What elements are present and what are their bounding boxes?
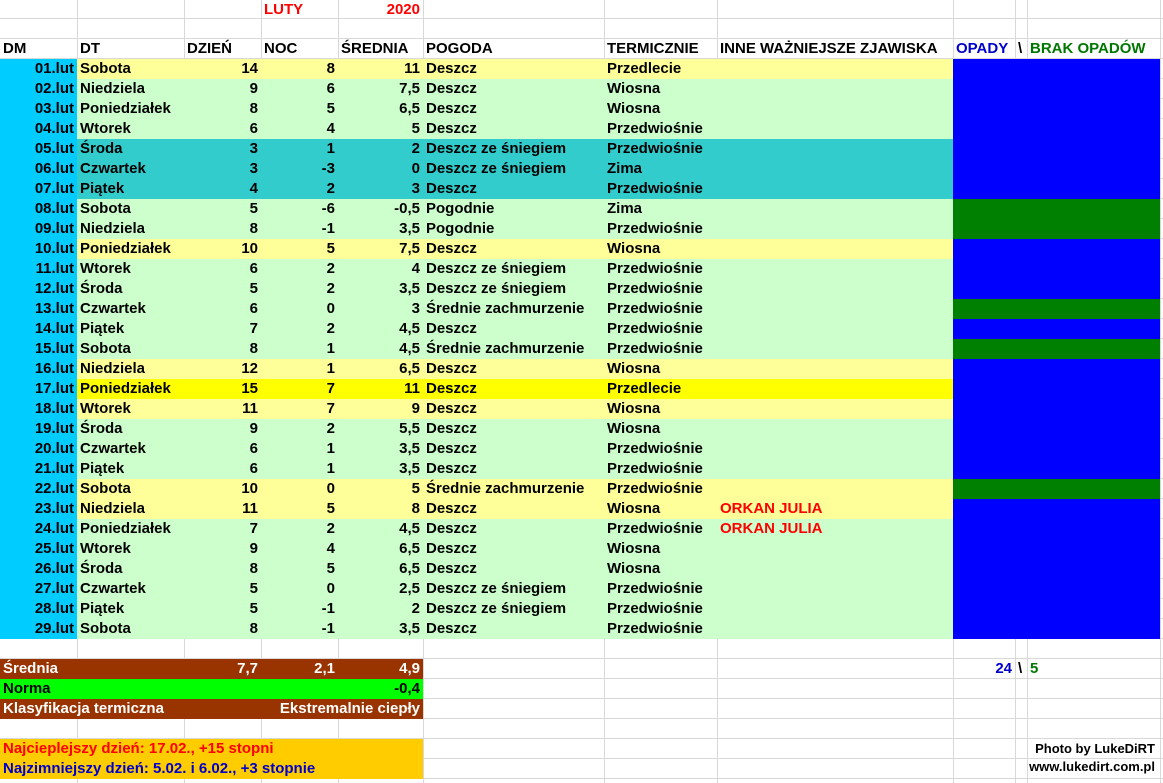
cell-night[interactable]: 8: [326, 60, 335, 77]
cell-avg[interactable]: 2: [411, 140, 420, 157]
cell-day[interactable]: 9: [249, 80, 258, 97]
cell-avg[interactable]: 5: [411, 480, 420, 497]
header-precip[interactable]: OPADY: [956, 40, 1009, 57]
cell-night[interactable]: 2: [326, 280, 335, 297]
cell-dm[interactable]: 08.lut: [34, 200, 74, 217]
precip-marker: [953, 179, 1160, 199]
cell-thermal[interactable]: Wiosna: [607, 500, 661, 517]
cell-thermal[interactable]: Przedwiośnie: [607, 580, 703, 597]
cell-dt[interactable]: Piątek: [80, 460, 125, 477]
cell-other[interactable]: [717, 259, 953, 279]
cell-night[interactable]: 1: [326, 460, 335, 477]
cell-night[interactable]: 5: [326, 500, 335, 517]
cell-other[interactable]: [717, 579, 953, 599]
cell-day[interactable]: 7: [249, 320, 258, 337]
cell-other[interactable]: [717, 399, 953, 419]
cell-dm[interactable]: 23.lut: [34, 500, 74, 517]
cell-dt[interactable]: Piątek: [80, 320, 125, 337]
class-value[interactable]: Ekstremalnie ciepły: [279, 700, 420, 717]
cell-other[interactable]: [717, 419, 953, 439]
cell-dm[interactable]: 16.lut: [34, 360, 74, 377]
cell-other[interactable]: [717, 539, 953, 559]
cell-day[interactable]: 5: [249, 580, 258, 597]
cell-avg[interactable]: 5: [411, 120, 420, 137]
cell-dm[interactable]: 03.lut: [34, 100, 74, 117]
cell-weather[interactable]: Deszcz: [426, 540, 477, 557]
cell-weather[interactable]: Deszcz ze śniegiem: [426, 280, 567, 297]
cell-avg[interactable]: 2,5: [399, 580, 420, 597]
precip-marker: [953, 259, 1160, 279]
cell-other[interactable]: [717, 279, 953, 299]
cell-dt[interactable]: Sobota: [80, 480, 131, 497]
cell-day[interactable]: 8: [249, 100, 258, 117]
cell-thermal[interactable]: Przedwiośnie: [607, 220, 703, 237]
cell-day[interactable]: 6: [249, 260, 258, 277]
cell-other[interactable]: [717, 119, 953, 139]
cell-dt[interactable]: Wtorek: [80, 540, 131, 557]
cell-day[interactable]: 11: [242, 500, 258, 517]
header-avg[interactable]: ŚREDNIA: [341, 40, 409, 57]
cell-dm[interactable]: 13.lut: [34, 300, 74, 317]
cell-weather[interactable]: Deszcz: [426, 120, 477, 137]
cell-dt[interactable]: Czwartek: [80, 300, 146, 317]
header-dt[interactable]: DT: [80, 40, 100, 57]
cell-dt[interactable]: Środa: [80, 420, 123, 437]
precip-marker: [953, 499, 1160, 519]
cell-dt[interactable]: Piątek: [80, 600, 125, 617]
precip-marker: [953, 139, 1160, 159]
header-dry[interactable]: BRAK OPADÓW: [1030, 40, 1146, 57]
cell-weather[interactable]: Pogodnie: [426, 220, 495, 237]
cell-thermal[interactable]: Przedwiośnie: [607, 120, 703, 137]
cell-thermal[interactable]: Przedwiośnie: [607, 600, 703, 617]
dry-marker: [953, 339, 1160, 359]
cell-other[interactable]: [717, 139, 953, 159]
cell-other[interactable]: [717, 479, 953, 499]
cell-dt[interactable]: Wtorek: [80, 400, 131, 417]
cell-thermal[interactable]: Wiosna: [607, 540, 661, 557]
cell-thermal[interactable]: Zima: [607, 160, 643, 177]
site-link[interactable]: www.lukedirt.com.pl: [1029, 759, 1155, 774]
year-title: 2020: [386, 1, 420, 18]
cell-dm[interactable]: 19.lut: [34, 420, 74, 437]
cell-day[interactable]: 4: [249, 180, 258, 197]
cell-dm[interactable]: 02.lut: [34, 80, 74, 97]
cell-day[interactable]: 5: [249, 600, 258, 617]
cell-thermal[interactable]: Przedwiośnie: [607, 180, 703, 197]
cell-dt[interactable]: Sobota: [80, 60, 131, 77]
cell-dm[interactable]: 18.lut: [34, 400, 74, 417]
cell-dt[interactable]: Poniedziałek: [80, 100, 171, 117]
precip-marker: [953, 399, 1160, 419]
cell-avg[interactable]: 11: [404, 60, 420, 77]
cell-other[interactable]: [717, 379, 953, 399]
cell-night[interactable]: 0: [326, 300, 335, 317]
dry-marker: [953, 479, 1160, 499]
cell-night[interactable]: 1: [326, 360, 335, 377]
cell-weather[interactable]: Średnie zachmurzenie: [426, 480, 585, 497]
cell-dt[interactable]: Czwartek: [80, 440, 146, 457]
precip-marker: [953, 359, 1160, 379]
cell-thermal[interactable]: Przedwiośnie: [607, 620, 703, 637]
precip-marker: [953, 239, 1160, 259]
cell-other[interactable]: [717, 339, 953, 359]
cell-thermal[interactable]: Przedwiośnie: [607, 460, 703, 477]
cell-weather[interactable]: Deszcz: [426, 620, 477, 637]
dry-days-count[interactable]: 5: [1030, 660, 1039, 677]
cell-day[interactable]: 10: [241, 480, 258, 497]
cell-weather[interactable]: Deszcz: [426, 60, 477, 77]
cell-weather[interactable]: Deszcz: [426, 400, 477, 417]
cell-weather[interactable]: Deszcz ze śniegiem: [426, 600, 567, 617]
cell-thermal[interactable]: Przedwiośnie: [607, 320, 703, 337]
norm-label: Norma: [3, 680, 51, 697]
cell-dm[interactable]: 17.lut: [34, 380, 74, 397]
avg-night[interactable]: 2,1: [314, 660, 335, 677]
cell-avg[interactable]: 6,5: [399, 360, 420, 377]
cell-weather[interactable]: Deszcz: [426, 500, 477, 517]
cell-weather[interactable]: Deszcz ze śniegiem: [426, 580, 567, 597]
precip-marker: [953, 419, 1160, 439]
cell-weather[interactable]: Deszcz ze śniegiem: [426, 260, 567, 277]
cell-day[interactable]: 8: [249, 620, 258, 637]
cell-night[interactable]: -6: [321, 200, 335, 217]
cell-other[interactable]: [717, 359, 953, 379]
dry-marker: [953, 299, 1160, 319]
cell-other[interactable]: [717, 159, 953, 179]
cell-thermal[interactable]: Zima: [607, 200, 643, 217]
precip-marker: [953, 379, 1160, 399]
cell-night[interactable]: 2: [326, 320, 335, 337]
cell-avg[interactable]: 2: [411, 600, 420, 617]
cell-avg[interactable]: 5,5: [399, 420, 420, 437]
cell-day[interactable]: 8: [249, 560, 258, 577]
cell-dm[interactable]: 12.lut: [34, 280, 74, 297]
cell-day[interactable]: 3: [249, 140, 258, 157]
cell-night[interactable]: 2: [326, 260, 335, 277]
cell-thermal[interactable]: Przedwiośnie: [607, 520, 703, 537]
precip-marker: [953, 99, 1160, 119]
cell-avg[interactable]: 0: [411, 160, 420, 177]
cell-weather[interactable]: Deszcz: [426, 100, 477, 117]
cell-dm[interactable]: 04.lut: [34, 120, 74, 137]
cell-thermal[interactable]: Przedwiośnie: [607, 280, 703, 297]
cell-other[interactable]: [717, 459, 953, 479]
header-day[interactable]: DZIEŃ: [187, 40, 232, 57]
cell-other[interactable]: ORKAN JULIA: [720, 500, 823, 517]
cell-night[interactable]: 2: [326, 420, 335, 437]
dry-marker: [953, 199, 1160, 219]
precip-marker: [953, 439, 1160, 459]
cell-dt[interactable]: Czwartek: [80, 160, 146, 177]
cell-day[interactable]: 5: [249, 280, 258, 297]
cell-other[interactable]: [717, 99, 953, 119]
cell-day[interactable]: 15: [241, 380, 258, 397]
cell-thermal[interactable]: Przedwiośnie: [607, 340, 703, 357]
cell-day[interactable]: 5: [249, 200, 258, 217]
cell-weather[interactable]: Deszcz: [426, 360, 477, 377]
cell-avg[interactable]: 6,5: [399, 560, 420, 577]
precip-marker: [953, 119, 1160, 139]
precip-marker: [953, 579, 1160, 599]
cell-avg[interactable]: 3,5: [399, 440, 420, 457]
precip-marker: [953, 519, 1160, 539]
coldest-note: Najzimniejszy dzień: 5.02. i 6.02., +3 stopnie: [3, 760, 316, 777]
cell-night[interactable]: 2: [326, 520, 335, 537]
cell-dt[interactable]: Środa: [80, 280, 123, 297]
cell-thermal[interactable]: Przedwiośnie: [607, 260, 703, 277]
cell-avg[interactable]: 4,5: [399, 340, 420, 357]
cell-night[interactable]: 1: [326, 440, 335, 457]
precip-marker: [953, 159, 1160, 179]
cell-thermal[interactable]: Przedwiośnie: [607, 300, 703, 317]
cell-other[interactable]: ORKAN JULIA: [720, 520, 823, 537]
cell-avg[interactable]: 4,5: [399, 520, 420, 537]
cell-weather[interactable]: Średnie zachmurzenie: [426, 340, 585, 357]
cell-thermal[interactable]: Przedwiośnie: [607, 140, 703, 157]
cell-dt[interactable]: Sobota: [80, 200, 131, 217]
cell-other[interactable]: [717, 239, 953, 259]
cell-night[interactable]: 1: [326, 340, 335, 357]
warmest-note: Najcieplejszy dzień: 17.02., +15 stopni: [3, 740, 274, 757]
avg-mean[interactable]: 4,9: [399, 660, 420, 677]
cell-avg[interactable]: 3,5: [399, 620, 420, 637]
cell-avg[interactable]: 4: [411, 260, 420, 277]
cell-day[interactable]: 6: [249, 440, 258, 457]
cell-day[interactable]: 6: [249, 300, 258, 317]
cell-dt[interactable]: Niedziela: [80, 80, 146, 97]
cell-night[interactable]: 7: [326, 400, 335, 417]
photo-credit: Photo by LukeDiRT: [1035, 741, 1155, 756]
precip-marker: [953, 319, 1160, 339]
avg-day[interactable]: 7,7: [237, 660, 258, 677]
cell-other[interactable]: [717, 59, 953, 79]
class-label: Klasyfikacja termiczna: [3, 700, 164, 717]
cell-dm[interactable]: 15.lut: [34, 340, 74, 357]
cell-dm[interactable]: 11.lut: [35, 260, 74, 277]
cell-dm[interactable]: 07.lut: [34, 180, 74, 197]
dry-marker: [953, 219, 1160, 239]
cell-weather[interactable]: Deszcz: [426, 80, 477, 97]
cell-thermal[interactable]: Wiosna: [607, 240, 661, 257]
cell-weather[interactable]: Deszcz: [426, 420, 477, 437]
precip-marker: [953, 619, 1160, 639]
cell-night[interactable]: 5: [326, 240, 335, 257]
cell-avg[interactable]: 3,5: [399, 280, 420, 297]
cell-avg[interactable]: 3,5: [399, 220, 420, 237]
cell-weather[interactable]: Deszcz ze śniegiem: [426, 160, 567, 177]
cell-night[interactable]: -3: [321, 160, 335, 177]
cell-day[interactable]: 14: [241, 60, 258, 77]
cell-dm[interactable]: 26.lut: [34, 560, 74, 577]
cell-night[interactable]: 0: [326, 480, 335, 497]
cell-day[interactable]: 12: [241, 360, 258, 377]
cell-dt[interactable]: Niedziela: [80, 500, 146, 517]
cell-weather[interactable]: Deszcz ze śniegiem: [426, 140, 567, 157]
precip-marker: [953, 279, 1160, 299]
cell-avg[interactable]: -0,5: [394, 200, 420, 217]
cell-night[interactable]: 4: [326, 540, 335, 557]
precip-marker: [953, 459, 1160, 479]
cell-dm[interactable]: 01.lut: [34, 60, 74, 77]
cell-avg[interactable]: 4,5: [399, 320, 420, 337]
cell-night[interactable]: 1: [326, 140, 335, 157]
cell-dt[interactable]: Środa: [80, 140, 123, 157]
cell-other[interactable]: [717, 199, 953, 219]
cell-dm[interactable]: 06.lut: [34, 160, 74, 177]
cell-dt[interactable]: Poniedziałek: [80, 380, 171, 397]
cell-thermal[interactable]: Przedwiośnie: [607, 480, 703, 497]
cell-night[interactable]: 6: [326, 80, 335, 97]
cell-weather[interactable]: Średnie zachmurzenie: [426, 300, 585, 317]
cell-dt[interactable]: Sobota: [80, 620, 131, 637]
cell-thermal[interactable]: Wiosna: [607, 360, 661, 377]
header-night[interactable]: NOC: [264, 40, 298, 57]
cell-avg[interactable]: 6,5: [399, 540, 420, 557]
cell-day[interactable]: 8: [249, 220, 258, 237]
cell-avg[interactable]: 3: [411, 300, 420, 317]
cell-day[interactable]: 9: [249, 420, 258, 437]
header-thermal[interactable]: TERMICZNIE: [607, 40, 699, 57]
cell-dm[interactable]: 09.lut: [34, 220, 74, 237]
cell-day[interactable]: 11: [242, 400, 258, 417]
cell-weather[interactable]: Deszcz: [426, 240, 477, 257]
norm-value[interactable]: -0,4: [394, 680, 420, 697]
cell-weather[interactable]: Deszcz: [426, 460, 477, 477]
cell-thermal[interactable]: Wiosna: [607, 420, 661, 437]
cell-dt[interactable]: Sobota: [80, 340, 131, 357]
cell-dm[interactable]: 10.lut: [34, 240, 74, 257]
cell-dm[interactable]: 14.lut: [34, 320, 74, 337]
cell-avg[interactable]: 8: [411, 500, 420, 517]
cell-night[interactable]: 7: [326, 380, 335, 397]
cell-night[interactable]: 5: [326, 100, 335, 117]
cell-dm[interactable]: 05.lut: [34, 140, 74, 157]
cell-dt[interactable]: Czwartek: [80, 580, 146, 597]
cell-dm[interactable]: 24.lut: [34, 520, 74, 537]
cell-dt[interactable]: Niedziela: [80, 220, 146, 237]
cell-other[interactable]: [717, 619, 953, 639]
cell-dt[interactable]: Niedziela: [80, 360, 146, 377]
cell-dt[interactable]: Piątek: [80, 180, 125, 197]
cell-other[interactable]: [717, 79, 953, 99]
cell-avg[interactable]: 6,5: [399, 100, 420, 117]
header-other[interactable]: INNE WAŻNIEJSZE ZJAWISKA: [720, 40, 938, 57]
cell-day[interactable]: 10: [241, 240, 258, 257]
cell-other[interactable]: [717, 299, 953, 319]
cell-day[interactable]: 9: [249, 540, 258, 557]
precip-marker: [953, 559, 1160, 579]
cell-night[interactable]: -1: [321, 620, 335, 637]
cell-dt[interactable]: Wtorek: [80, 260, 131, 277]
cell-other[interactable]: [717, 319, 953, 339]
cell-thermal[interactable]: Wiosna: [607, 400, 661, 417]
cell-dm[interactable]: 25.lut: [34, 540, 74, 557]
avg-label: Średnia: [3, 660, 59, 677]
cell-day[interactable]: 6: [249, 460, 258, 477]
cell-weather[interactable]: Deszcz: [426, 440, 477, 457]
cell-dm[interactable]: 20.lut: [34, 440, 74, 457]
cell-avg[interactable]: 3: [411, 180, 420, 197]
cell-dm[interactable]: 27.lut: [34, 580, 74, 597]
cell-night[interactable]: 5: [326, 560, 335, 577]
cell-avg[interactable]: 11: [404, 380, 420, 397]
precip-marker: [953, 59, 1160, 79]
cell-night[interactable]: -1: [321, 600, 335, 617]
cell-dt[interactable]: Środa: [80, 560, 123, 577]
cell-day[interactable]: 3: [249, 160, 258, 177]
cell-thermal[interactable]: Przedwiośnie: [607, 440, 703, 457]
cell-other[interactable]: [717, 179, 953, 199]
cell-thermal[interactable]: Wiosna: [607, 80, 661, 97]
cell-weather[interactable]: Deszcz: [426, 560, 477, 577]
count-separator: \: [1018, 660, 1023, 677]
cell-weather[interactable]: Deszcz: [426, 520, 477, 537]
cell-dm[interactable]: 29.lut: [34, 620, 74, 637]
cell-day[interactable]: 6: [249, 120, 258, 137]
cell-other[interactable]: [717, 599, 953, 619]
precip-marker: [953, 79, 1160, 99]
cell-avg[interactable]: 7,5: [399, 240, 420, 257]
header-weather[interactable]: POGODA: [426, 40, 493, 57]
cell-weather[interactable]: Deszcz: [426, 180, 477, 197]
cell-other[interactable]: [717, 219, 953, 239]
cell-other[interactable]: [717, 559, 953, 579]
cell-avg[interactable]: 7,5: [399, 80, 420, 97]
cell-thermal[interactable]: Przedlecie: [607, 380, 682, 397]
cell-weather[interactable]: Deszcz: [426, 320, 477, 337]
cell-thermal[interactable]: Przedlecie: [607, 60, 682, 77]
precip-marker: [953, 539, 1160, 559]
cell-thermal[interactable]: Wiosna: [607, 560, 661, 577]
cell-night[interactable]: 0: [326, 580, 335, 597]
cell-thermal[interactable]: Wiosna: [607, 100, 661, 117]
cell-night[interactable]: -1: [321, 220, 335, 237]
cell-night[interactable]: 2: [326, 180, 335, 197]
cell-dm[interactable]: 22.lut: [34, 480, 74, 497]
cell-avg[interactable]: 9: [411, 400, 420, 417]
cell-avg[interactable]: 3,5: [399, 460, 420, 477]
cell-day[interactable]: 7: [249, 520, 258, 537]
header-dm[interactable]: DM: [3, 40, 27, 57]
cell-dm[interactable]: 28.lut: [34, 600, 74, 617]
cell-day[interactable]: 8: [249, 340, 258, 357]
cell-weather[interactable]: Deszcz: [426, 380, 477, 397]
cell-dt[interactable]: Poniedziałek: [80, 240, 171, 257]
cell-dt[interactable]: Wtorek: [80, 120, 131, 137]
cell-weather[interactable]: Pogodnie: [426, 200, 495, 217]
month-title: LUTY: [264, 1, 304, 18]
cell-other[interactable]: [717, 439, 953, 459]
cell-dm[interactable]: 21.lut: [34, 460, 74, 477]
cell-night[interactable]: 4: [326, 120, 335, 137]
cell-dt[interactable]: Poniedziałek: [80, 520, 171, 537]
header-separator[interactable]: \: [1018, 40, 1023, 57]
precip-days-count[interactable]: 24: [995, 660, 1012, 677]
precip-marker: [953, 599, 1160, 619]
